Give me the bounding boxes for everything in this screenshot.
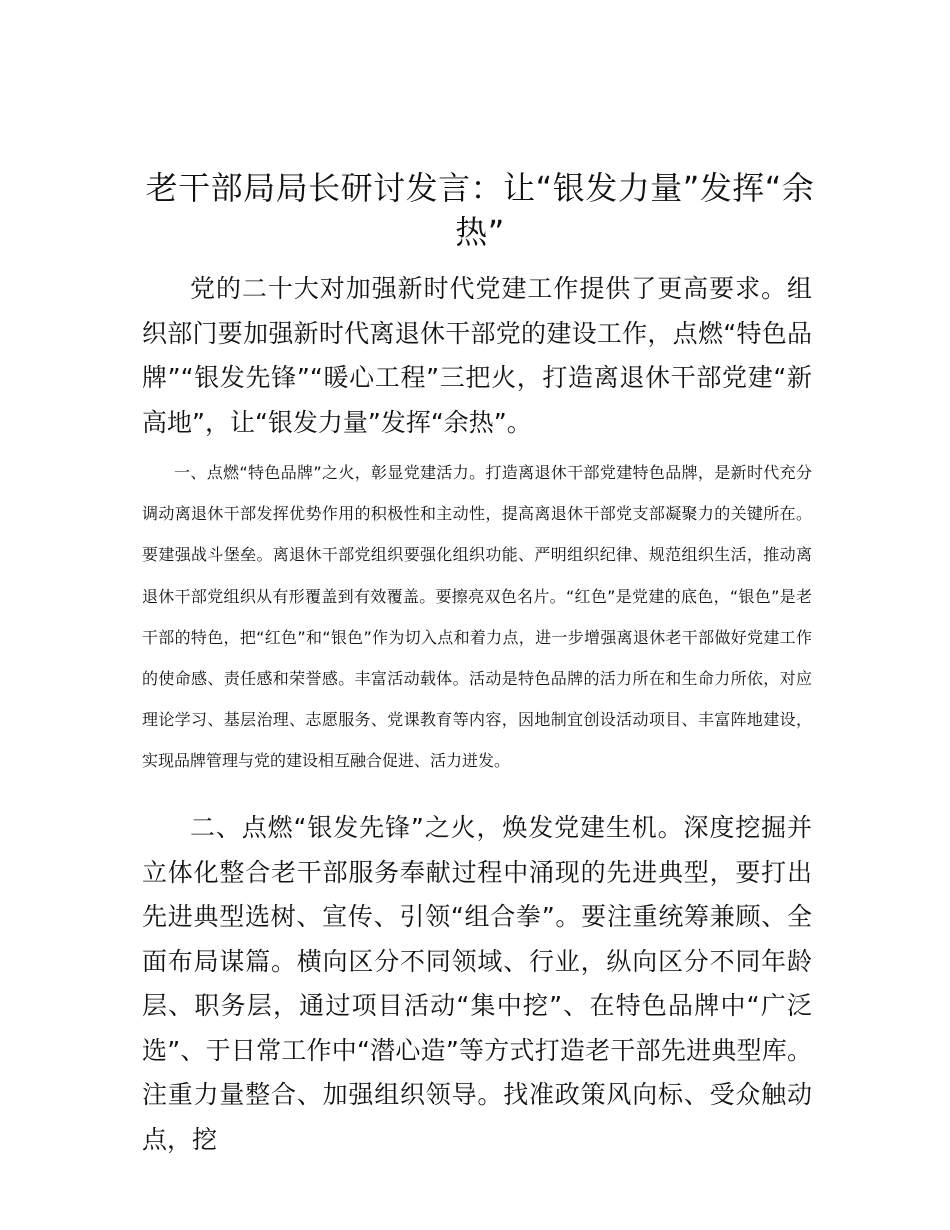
document-title: 老干部局局长研讨发言：让“银发力量”发挥“余热”: [145, 169, 815, 251]
section-two-paragraph: 二、点燃“银发先锋”之火，焕发党建生机。深度挖掘并立体化整合老干部服务奉献过程中涌现的先进典型，要打出先进典型选树、宣传、引领“组合拳”。要注重统筹兼顾、全面布局谋篇。横向区分不同领域、行业，纵向区分不同年龄层、职务层，通过项目活动“集中挖”、在特色品牌中“广泛选”、于日常工作中“潜心造”等方式打造老干部先进典型库。注重力量整合、加强组织领导。找准政策风向标、受众触动点，挖: [142, 813, 812, 1154]
intro-paragraph: 党的二十大对加强新时代党建工作提供了更高要求。组织部门要加强新时代离退休干部党的建设工作，点燃“特色品牌”“银发先锋”“暖心工程”三把火，打造离退休干部党建“新高地”，让“银发力量”发挥“余热”。: [142, 274, 812, 437]
section-one-paragraph: 一、点燃“特色品牌”之火，彰显党建活力。打造离退休干部党建特色品牌，是新时代充分调动离退休干部发挥优势作用的积极性和主动性，提高离退休干部党支部凝聚力的关键所在。要建强战斗堡垒。离退休干部党组织要强化组织功能、严明组织纪律、规范组织生活，推动离退休干部党组织从有形覆盖到有效覆盖。要擦亮双色名片。“红色”是党建的底色，“银色”是老干部的特色，把“红色”和“银色”作为切入点和着力点，进一步增强离退休老干部做好党建工作的使命感、责任感和荣誉感。丰富活动载体。活动是特色品牌的活力所在和生命力所依，对应理论学习、基层治理、志愿服务、党课教育等内容，因地制宜创设活动项目、丰富阵地建设，实现品牌管理与党的建设相互融合促进、活力迸发。: [142, 463, 812, 771]
